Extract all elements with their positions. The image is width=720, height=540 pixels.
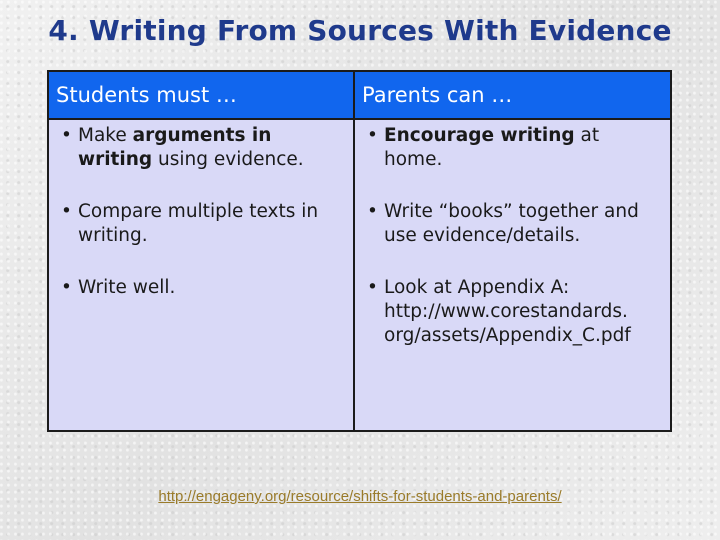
list-item: • Look at Appendix A: http://www.corestandards. org/assets/Appendix_C.pdf: [361, 276, 658, 348]
list-item: • Encourage writing at home.: [361, 124, 658, 172]
list-item: • Make arguments in writing using evidence.: [55, 124, 341, 172]
source-link[interactable]: http://engageny.org/resource/shifts-for-students-and-parents/: [158, 488, 562, 505]
students-cell: [49, 120, 355, 430]
header-students: Students must …: [49, 72, 355, 120]
list-item: • Compare multiple texts in writing.: [55, 200, 341, 248]
students-list: [55, 124, 341, 300]
list-item: • Write well.: [55, 276, 341, 300]
parents-list: [361, 124, 658, 348]
title-text: Writing From Sources With Evidence: [88, 14, 672, 47]
list-item: • Write “books” together and use evidence/details.: [361, 200, 658, 248]
page-title: [0, 14, 720, 47]
header-parents: Parents can …: [355, 72, 670, 120]
comparison-table: [47, 70, 672, 432]
title-number: 4.: [48, 14, 79, 47]
parents-cell: [355, 120, 670, 430]
